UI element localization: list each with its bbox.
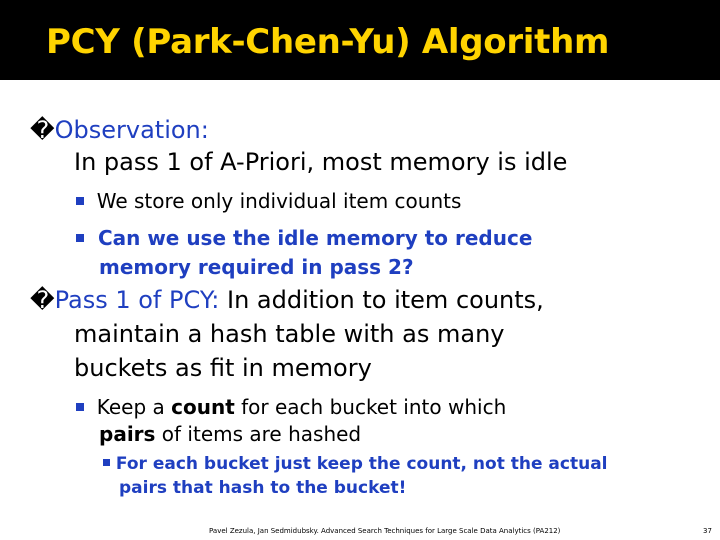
observation-sub1 xyxy=(76,189,461,213)
pass1-sub-count: count xyxy=(171,395,235,419)
pass1-sub-mid: for each bucket into which xyxy=(234,395,507,419)
pass1-sub-end: of items are hashed xyxy=(155,422,362,446)
observation-text: In pass 1 of A-Priori, most memory is idle xyxy=(74,148,568,176)
slide-title: PCY (Park-Chen-Yu) Algorithm xyxy=(46,22,610,62)
pass1-line1-rest: In addition to item counts, xyxy=(219,286,544,314)
pass1-sub xyxy=(76,395,506,419)
pass1-subsub xyxy=(103,454,608,474)
square-bullet-icon xyxy=(76,197,84,205)
pass1-sub-keep: Keep a xyxy=(96,395,172,419)
observation-sub1-text: We store only individual item counts xyxy=(96,189,462,213)
observation-bullet xyxy=(30,116,209,144)
square-bullet-icon xyxy=(103,459,110,466)
pass1-line2: maintain a hash table with as many xyxy=(74,320,505,348)
square-bullet-icon xyxy=(76,234,84,242)
bullet-icon: � xyxy=(30,116,55,144)
pass1-heading: Pass 1 of PCY: xyxy=(54,286,220,314)
page-number: 37 xyxy=(703,527,712,535)
pass1-sub-pairs: pairs xyxy=(99,422,156,446)
pass1-bullet xyxy=(30,286,544,314)
observation-sub2 xyxy=(76,226,532,250)
square-bullet-icon xyxy=(76,403,84,411)
footer-text: Pavel Zezula, Jan Sedmidubsky. Advanced Search Techniques for Large Scale Data Analytics (PA212) xyxy=(209,527,561,535)
bullet-icon: � xyxy=(30,286,55,314)
pass1-line3: buckets as fit in memory xyxy=(74,354,372,382)
observation-sub2-line2: memory required in pass 2? xyxy=(99,255,414,279)
observation-heading: Observation: xyxy=(54,116,209,144)
pass1-sub-line2 xyxy=(99,422,361,446)
pass1-subsub-line1: For each bucket just keep the count, not the actual xyxy=(115,454,608,474)
pass1-subsub-line2: pairs that hash to the bucket! xyxy=(119,478,407,498)
observation-sub2-line1: Can we use the idle memory to reduce xyxy=(97,226,533,250)
